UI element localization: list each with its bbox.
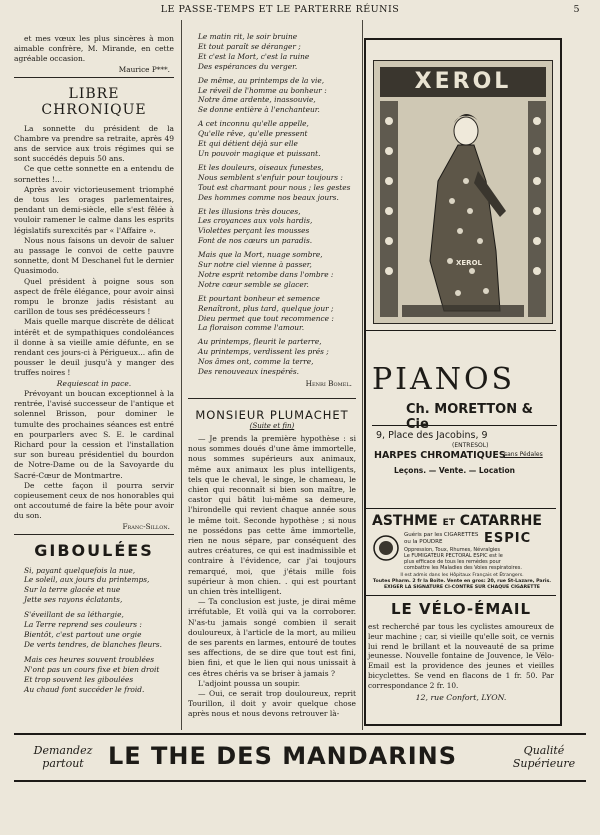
poem-stanza <box>198 32 356 72</box>
asthme-word: ASTHME <box>372 513 438 529</box>
poem-line: Un pouvoir magique et puissant. <box>198 148 321 158</box>
feuilleton-paragraph: — Oui, ce serait trop douloureux, reprit Tourillon, il doit y avoir quelque chose après nous et nous devons retrouver là- <box>188 689 356 719</box>
espic-line: Toutes Pharm. 2 fr la Boîte. Vente en gros: 20, rue St-Lazare, Paris. <box>372 579 552 584</box>
poem-line: Les croyances aux vols hardis, <box>198 216 313 226</box>
intro-signature: Maurice P***. <box>118 64 170 74</box>
poem-line: Si, payant quelquefois la nue, <box>24 565 136 575</box>
poem-stanza <box>198 163 356 203</box>
harpes-heading: HARPES CHROMATIQUES <box>374 450 506 461</box>
poem-line: Violettes perçant les mousses <box>198 226 310 236</box>
poem-line: Sur notre ciel vienne à passer, <box>198 260 312 270</box>
ad-divider <box>366 595 556 596</box>
espic-brand: ESPIC <box>484 531 532 546</box>
xerol-advertisement <box>373 60 553 324</box>
espic-line: Guéris par les CIGARETTES <box>404 532 479 538</box>
poem-line: Au printemps, verdissent les prés ; <box>198 347 329 357</box>
column-2 <box>188 32 356 730</box>
poem-line: Et c'est la Mort, c'est la ruine <box>198 51 310 61</box>
poem-line: Se donne entière à l'enchanteur. <box>198 105 320 115</box>
poem-stanza <box>24 566 174 606</box>
espic-seal-icon <box>372 534 400 562</box>
poem-line: Notre âme ardente, inassouvie, <box>198 95 316 105</box>
poem-line: Jette ses rayons éclatants, <box>24 595 123 605</box>
poem-stanza <box>198 207 356 247</box>
espic-line: EXIGER LA SIGNATURE CI-CONTRE SUR CHAQUE CIGARETTE <box>383 585 541 590</box>
poem-line: La floraison comme l'amour. <box>198 323 305 333</box>
poem-line: Notre esprit retombe dans l'ombre : <box>198 269 334 279</box>
velo-email-advertisement <box>368 600 554 718</box>
chronique-paragraph: Après avoir victorieusement triomphé de tous les orages parlementaires, pendant un demi-siècle, elle s'est fêlée à vouloir ramener le calme dans les esprits législatifs surexcités par « l'Affaire ». <box>14 184 174 235</box>
harpes-sans-pedales: sans Pédales <box>504 451 543 458</box>
espic-line: combattre les Maladies des Voies respiratoires. <box>404 565 522 571</box>
chronique-title: LIBRE CHRONIQUE <box>41 85 147 118</box>
mandarins-title: LE THE DES MANDARINS <box>108 742 458 770</box>
poem-line: Bientôt, c'est partout une orgie <box>24 629 142 639</box>
catarrhe-word: CATARRHE <box>459 513 542 529</box>
divider <box>188 398 356 399</box>
poem-line: La Terre reprend ses couleurs : <box>24 620 142 630</box>
poem-line: De même, au printemps de la vie, <box>198 75 325 85</box>
poem-line: Font de nos cœurs un paradis. <box>198 236 313 246</box>
pianos-heading: PIANOS <box>372 362 516 397</box>
espic-line: Oppression, Toux, Rhumes, Névralgies <box>404 547 500 553</box>
asthme-et: ET <box>442 518 455 528</box>
espic-line: Il est admis dans les Hôpitaux Français et Étrangers. <box>400 573 524 578</box>
poem-line: A cet inconnu qu'elle appelle, <box>198 119 309 129</box>
mandarins-left-line: partout <box>42 757 84 770</box>
page-number: 5 <box>573 4 580 15</box>
mandarins-right-line: Qualité <box>523 744 565 757</box>
feuilleton-paragraph: — Je prends la première hypothèse : si nous sommes doués d'une âme immortelle, nous sommes supérieurs aux animaux, même aux animaux les plus intelligents, tels que le cheval, le singe, le chameau, le chien qui reconnaît si bien son maître, le castor qui bâtit lui-même sa demeure, l'hirondelle qui revient chaque année sous le même toit. Seconde hypothèse ; si nous ne possédons pas cette âme immortelle, rien ne nous sépare, par conséquent des autres créatures, ce qui est inadmissible et contraire à l'évidence, car j'ai toujours remarqué, moi, que j'étais mille fois supérieur à mon chien. . qui est pourtant un chien très intelligent. <box>188 434 356 597</box>
mandarins-banner <box>0 730 600 785</box>
feuilleton-paragraph: L'adjoint poussa un soupir. <box>198 678 301 688</box>
velo-email-address: 12, rue Confort, LYON. <box>415 692 507 702</box>
giboulees-poem <box>14 566 174 695</box>
divider <box>14 77 174 78</box>
moretton-address: 9, Place des Jacobins, 9 <box>376 430 488 441</box>
poem-signature: Henri Bomel. <box>305 379 352 388</box>
velo-email-text: est recherché par tous les cyclistes amoureux de leur machine ; car, si vieille qu'elle soit, ce vernis lui rend le brillant et la nouveauté de sa prime jeunesse. Nouvelle fontaine de Jouvence, le Vélo-Email est la providence des jeunes et vieilles bicyclettes. Se vend en flacons de 1 fr. 50. Par correspondance 2 fr. 10. <box>368 622 554 690</box>
poem-line: Et qui détient déjà sur elle <box>198 139 298 149</box>
chronique-paragraph: Mais quelle marque discrète de délicat intérêt et de sympathiques condoléances il donne à sa vieille amie défunte, en se rendant ces jours-ci à Périgueux... afin de pousser le deuil jusqu'à y manger des truffes noires ! <box>14 317 174 378</box>
moretton-entresol: (ENTRESOL) <box>452 442 489 449</box>
poem-line: Le matin rit, le soir bruine <box>198 32 298 41</box>
poem-line: Au printemps, fleurit le parterre, <box>198 337 322 347</box>
intro-text: et mes vœux les plus sincères à mon aimable confrère, M. Mirande, en cette agréable occasion. <box>14 34 174 64</box>
lecons-line: Leçons. — Vente. — Location <box>394 466 515 475</box>
mandarins-right <box>504 744 584 770</box>
poem-line: De verts tendres, de blanches fleurs. <box>24 639 162 649</box>
espic-line: plus efficace de tous les remèdes pour <box>404 559 501 565</box>
mandarins-right-line: Supérieure <box>512 757 576 770</box>
poem-line: Le soleil, aux jours du printemps, <box>24 575 150 585</box>
poem-line: Et les douleurs, oiseaux funestes, <box>198 162 324 172</box>
ad-divider <box>366 508 556 509</box>
poem-line: Des espérances du verger. <box>198 61 298 71</box>
poem-stanza <box>198 337 356 377</box>
velo-email-title: LE VÉLO-ÉMAIL <box>390 600 532 618</box>
banner-rule-top <box>14 733 586 735</box>
poem-line: Notre cœur semble se glacer. <box>198 279 309 289</box>
feuilleton-title: MONSIEUR PLUMACHET <box>195 408 349 422</box>
feuilleton-subtitle: (Suite et fin) <box>249 422 295 430</box>
poem-line: Mais ces heures souvent troublées <box>24 654 155 664</box>
chronique-paragraph: Prévoyant un boucan exceptionnel à la rentrée, l'avisé successeur de l'antique et solennel Brisson, pour dominer le tumulte des prochaines séances est entré en pourparlers avec S. E. le cardinal Richard pour la cession et l'installation sur son bureau présidentiel du bourdon de Notre-Dame ou de la Savoyarde du Sacré-Cœur de Montmartre. <box>14 388 174 480</box>
chronique-body <box>14 124 174 522</box>
poem-stanza <box>198 119 356 159</box>
poem-line: S'éveillant de sa léthargie, <box>24 610 124 620</box>
poem-stanza <box>24 655 174 695</box>
moretton-name: Ch. MORETTON & Cie <box>406 402 533 432</box>
poem-line: Tout est charmant pour nous ; les gestes <box>198 182 351 192</box>
column-divider <box>181 20 182 730</box>
chronique-paragraph: La sonnette du président de la Chambre va prendre sa retraite, après 49 ans de service aux trois régimes qui se sont succédés depuis 50 ans. <box>14 123 174 164</box>
mandarins-left-line: Demandez <box>33 744 93 757</box>
xerol-logo: XEROL <box>414 69 512 94</box>
poem-line: Au chaud font succéder le froid. <box>24 684 145 694</box>
espic-details <box>404 547 554 571</box>
chronique-signature: Franc-Sillon. <box>122 521 170 531</box>
banner-rule-bottom <box>14 780 586 782</box>
xerol-illustration <box>374 61 552 323</box>
page-header <box>0 4 600 18</box>
chronique-paragraph: Ce que cette sonnette en a entendu de sornettes !... <box>14 164 174 184</box>
moretton-advertisement <box>366 332 556 512</box>
spring-poem <box>188 32 356 377</box>
espic-lines <box>404 532 478 545</box>
espic-line: Le FUMIGATEUR PECTORAL ESPIC est le <box>404 553 503 559</box>
requiescat-line: Requiescat in pace. <box>56 378 132 388</box>
chronique-paragraph: Nous nous faisons un devoir de saluer au passage le convoi de cette pauvre sonnette, dont M Deschanel fut le dernier Quasimodo. <box>14 235 174 276</box>
poem-line: Et trop souvent les giboulées <box>24 674 134 684</box>
xerol-small-label: XEROL <box>456 259 482 267</box>
poem-line: Des renouveaux inespérés. <box>198 367 299 377</box>
espic-footer <box>370 573 554 591</box>
poem-line: Qu'elle rêve, qu'elle pressent <box>198 129 308 139</box>
poem-stanza <box>198 76 356 116</box>
poem-line: N'ont pas un cours fixe et bien droit <box>24 664 160 674</box>
poem-stanza <box>24 610 174 650</box>
poem-line: Et les illusions très douces, <box>198 206 301 216</box>
poem-line: Le réveil de l'homme au bonheur : <box>198 85 327 95</box>
chronique-paragraph: De cette façon il pourra servir copieusement ceux de nos honorables qui ont accoutumé de faire la bête pour avoir du son. <box>14 480 174 521</box>
poem-stanza <box>198 294 356 334</box>
divider <box>372 425 557 426</box>
asthme-heading <box>372 513 542 529</box>
page-header-title: LE PASSE-TEMPS ET LE PARTERRE RÉUNIS <box>160 4 400 15</box>
poem-line: Nous semblent s'enfuir pour toujours : <box>198 172 343 182</box>
poem-line: Dieu permet que tout recommence : <box>198 313 334 323</box>
column-1 <box>14 34 174 730</box>
poem-line: Et tout paraît se déranger ; <box>198 41 301 51</box>
feuilleton-paragraph: — Ta conclusion est juste, je dirai même irréfutable, Et voilà qui va la corroborer. N'as-tu jamais songé combien il serait douloureux, à l'article de la mort, au milieu de ses parents en larmes, entouré de toutes ses affections, de se dire que tout est fini, bien fini, et que le lien qui nous unissait à ces êtres chéris va se briser à jamais ? <box>188 597 356 678</box>
poem-line: Nos âmes ont, comme la terre, <box>198 357 314 367</box>
mandarins-left <box>28 744 98 770</box>
poem-line: Des hommes comme nos beaux jours. <box>198 192 339 202</box>
poem-line: Sur la terre glacée et nue <box>24 585 121 595</box>
column-divider <box>362 20 363 730</box>
divider <box>14 534 174 535</box>
chronique-paragraph: Quel président à poigne sous son aspect de frêle élégance, pour avoir ainsi rompu le bronze jadis résistant au carillon de tous ses prédécesseurs ! <box>14 276 174 317</box>
espic-line: ou la POUDRE <box>404 538 443 545</box>
poem-line: Et pourtant bonheur et semence <box>198 293 320 303</box>
poem-line: Mais que la Mort, nuage sombre, <box>198 250 323 260</box>
giboulees-title: GIBOULÉES <box>34 540 154 560</box>
espic-advertisement <box>366 511 556 596</box>
poem-line: Renaîtront, plus tard, quelque jour ; <box>198 303 334 313</box>
poem-stanza <box>198 250 356 290</box>
ad-divider <box>366 330 556 331</box>
